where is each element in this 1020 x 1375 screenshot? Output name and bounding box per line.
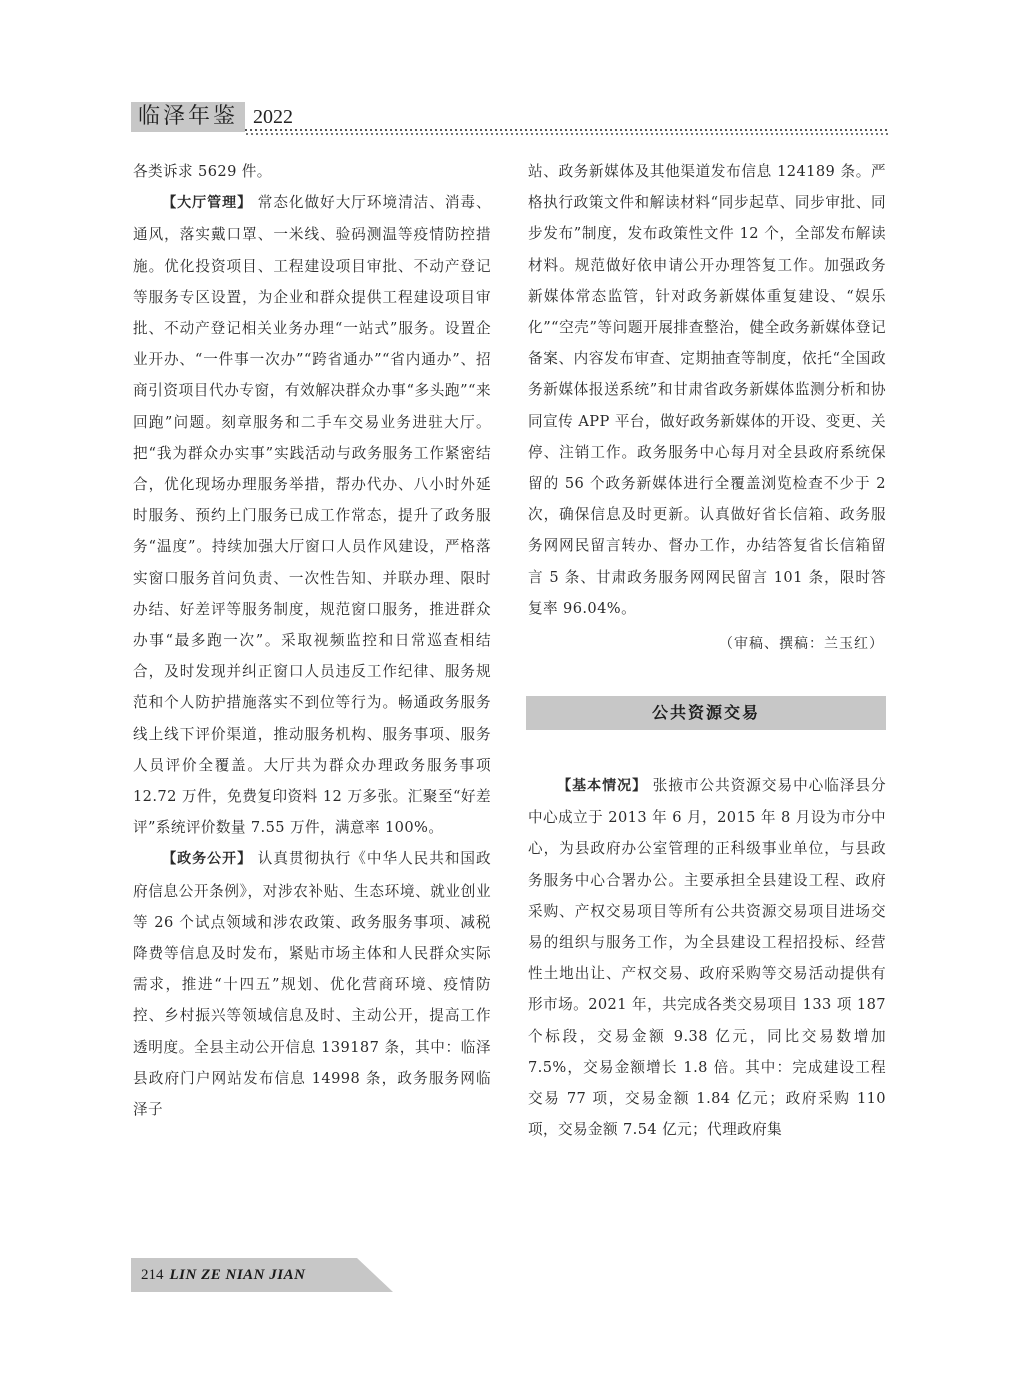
paragraph-hall-management-text: 常态化做好大厅环境清洁、消毒、通风，落实戴口罩、一米线、验码测温等疫情防控措施。优化投资项目、工程建设项目审批、不动产登记等服务专区设置，为企业和群众提供工程建设项目审批、不动产登记相关业务办理“一站式”服务。设置企业开办、“一件事一次办”“跨省通办”“省内通办”、招商引资项目代办专窗，有效解决群众办事“多头跑”“来回跑”问题。刻章服务和二手车交易业务进驻大厅。把“我为群众办实事”实践活动与政务服务工作紧密结合，优化现场办理服务举措，帮办代办、八小时外延时服务、预约上门服务已成工作常态，提升了政务服务“温度”。持续加强大厅窗口人员作风建设，严格落实窗口服务首问负责、一次性告知、并联办理、限时办结、好差评等服务制度，规范窗口服务，推进群众办事“最多跑一次”。采取视频监控和日常巡查相结合，及时发现并纠正窗口人员违反工作纪律、服务规范和个人防护措施落实不到位等行为。畅通政务服务线上线下评价渠道，推动服务机构、服务事项、服务人员评价全覆盖。大厅共为群众办理政务服务事项 12.72 万件，免费复印资料 12 万多张。汇聚至“好差评”系统评价数量 7.55 万件，满意率 100%。 (133, 194, 491, 837)
paragraph-basic-info-text: 张掖市公共资源交易中心临泽县分中心成立于 2013 年 6 月，2015 年 8 月设为市分中心，为县政府办公室管理的正科级事业单位，与县政务服务中心合署办公。主要承担全县建设工程、政府采购、产权交易项目等所有公共资源交易项目进场交易的组织与服务工作，为全县建设工程招投标、经营性土地出让、产权交易、政府采购等交易活动提供有形市场。2021 年，共完成各类交易项目 133 项 187 个标段，交易金额 9.38 亿元，同比交易数增加 7.5%，交易金额增长 1.8 倍。其中：完成建设工程交易 77 项，交易金额 1.84 亿元；政府采购 110 项，交易金额 7.54 亿元；代理政府集 (528, 777, 886, 1139)
paragraph-hall-management (133, 187, 491, 843)
author-credit: （审稿、撰稿：兰玉红） (719, 636, 884, 653)
left-column (133, 156, 491, 1125)
running-footer (131, 1258, 393, 1292)
section-tag-government-disclosure: 【政务公开】 (162, 851, 253, 868)
header-book-title: 临泽年鉴 (131, 102, 245, 132)
paragraph-government-disclosure (133, 843, 491, 1125)
paragraph-continued: 各类诉求 5629 件。 (133, 163, 272, 180)
running-header (131, 100, 888, 136)
footer-book-name: LIN ZE NIAN JIAN (169, 1267, 306, 1283)
section-spacer (528, 730, 886, 770)
header-year: 2022 (253, 106, 293, 128)
section-heading-public-resource-trading: 公共资源交易 (526, 696, 886, 730)
page-number: 214 (141, 1267, 164, 1283)
right-column (528, 156, 886, 1145)
footer-label (141, 1258, 305, 1292)
section-tag-hall-management: 【大厅管理】 (162, 195, 253, 212)
paragraph-new-media: 站、政务新媒体及其他渠道发布信息 124189 条。严格执行政策文件和解读材料“同步起草、同步审批、同步发布”制度，发布政策性文件 12 个，全部发布解读材料。规范做好依申请公开办理答复工作。加强政务新媒体常态监管，针对政务新媒体重复建设、“娱乐化”“空壳”等问题开展排查整治，健全政务新媒体登记备案、内容发布审查、定期抽查等制度，依托“全国政务新媒体报送系统”和甘肃省政务新媒体监测分析和协同宣传 APP 平台，做好政务新媒体的开设、变更、关停、注销工作。政务服务中心每月对全县政府系统保留的 56 个政务新媒体进行全覆盖浏览检查不少于 2 次，确保信息及时更新。认真做好省长信箱、政务服务网网民留言转办、督办工作，办结答复省长信箱留言 5 条、甘肃政务服务网网民留言 101 条，限时答复率 96.04%。 (528, 163, 886, 617)
paragraph-basic-info (528, 770, 886, 1145)
header-decorative-rule (245, 129, 888, 135)
paragraph-government-disclosure-text: 认真贯彻执行《中华人民共和国政府信息公开条例》，对涉农补贴、生态环境、就业创业等 26 个试点领域和涉农政策、政务服务事项、减税降费等信息及时发布，紧贴市场主体和人民群众实际需求，推进“十四五”规划、优化营商环境、疫情防控、乡村振兴等领域信息及时、主动公开，提高工作透明度。全县主动公开信息 139187 条，其中：临泽县政府门户网站发布信息 14998 条，政务服务网临泽子 (133, 850, 491, 1119)
section-tag-basic-info: 【基本情况】 (557, 778, 648, 795)
